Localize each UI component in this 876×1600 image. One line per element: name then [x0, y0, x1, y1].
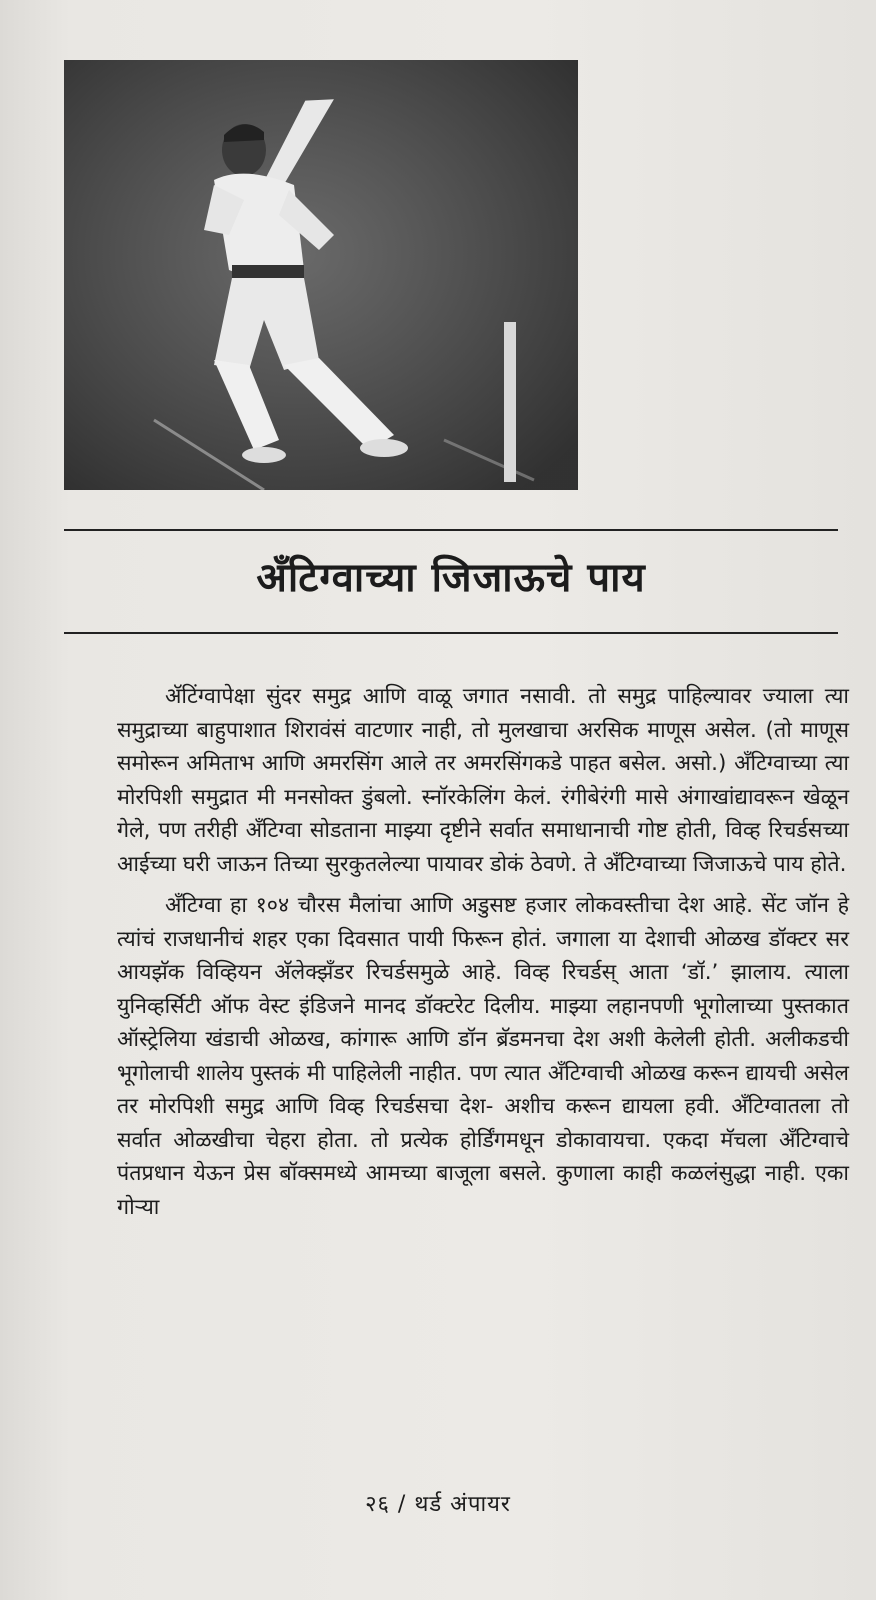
title-rule-bottom — [64, 632, 838, 634]
chapter-title: अँटिग्वाच्या जिजाऊचे पाय — [256, 555, 646, 601]
title-rule-top — [64, 529, 838, 531]
body-text — [117, 680, 849, 1232]
cricket-batsman-photo — [64, 60, 578, 490]
paragraph: अँटिग्वा हा १०४ चौरस मैलांचा आणि अडुसष्ट हजार लोकवस्तीचा देश आहे. सेंट जॉन हे त्यांचं राजधानीचं शहर एका दिवसात पायी फिरून होतं. जगाला या देशाची ओळख डॉक्टर सर आयझॅक विव्हियन अ‍ॅलेक्झँडर रिचर्डसमुळे आहे. विव्ह रिचर्डस् आता ‘डॉ.’ झालाय. त्याला युनिव्हर्सिटी ऑफ वेस्ट इंडिजने मानद डॉक्टरेट दिलीय. माझ्या लहानपणी भूगोलाच्या पुस्तकात ऑस्ट्रेलिया खंडाची ओळख, कांगारू आणि डॉन ब्रॅडमनचा देश अशी केलेली होती. अलीकडची भूगोलाची शालेय पुस्तकं मी पाहिलेली नाहीत. पण त्यात अँटिग्वाची ओळख करून द्यायची असेल तर मोरपिशी समुद्र आणि विव्ह रिचर्डसचा देश- अशीच करून द्यायला हवी. अँटिग्वातला तो सर्वात ओळखीचा चेहरा होता. तो प्रत्येक होर्डिंगमधून डोकावायचा. एकदा मॅचला अँटिग्वाचे पंतप्रधान येऊन प्रेस बॉक्समध्ये आमच्या बाजूला बसले. कुणाला काही कळलंसुद्धा नाही. एका गोऱ्या — [117, 893, 850, 1220]
page-footer: २६ / थर्ड अंपायर — [365, 1492, 511, 1517]
paragraph: ॲटिंग्वापेक्षा सुंदर समुद्र आणि वाळू जगात नसावी. तो समुद्र पाहिल्यावर ज्याला त्या समुद्राच्या बाहुपाशात शिरावंसं वाटणार नाही, तो मुलखाचा अरसिक माणूस असेल. (तो माणूस समोरून अमिताभ आणि अमरसिंग आले तर अमरसिंगकडे पाहत बसेल. असो.) अँटिग्वाच्या त्या मोरपिशी समुद्रात मी मनसोक्त डुंबलो. स्नॉरकेलिंग केलं. रंगीबेरंगी मासे अंगाखांद्यावरून खेळून गेले, पण तरीही अँटिग्वा सोडताना माझ्या दृष्टीने सर्वात समाधानाची गोष्ट होती, विव्ह रिचर्डसच्या आईच्या घरी जाऊन तिच्या सुरकुतलेल्या पायावर डोकं ठेवणे. ते अँटिग्वाच्या जिजाऊचे पाय होते. — [117, 684, 849, 877]
